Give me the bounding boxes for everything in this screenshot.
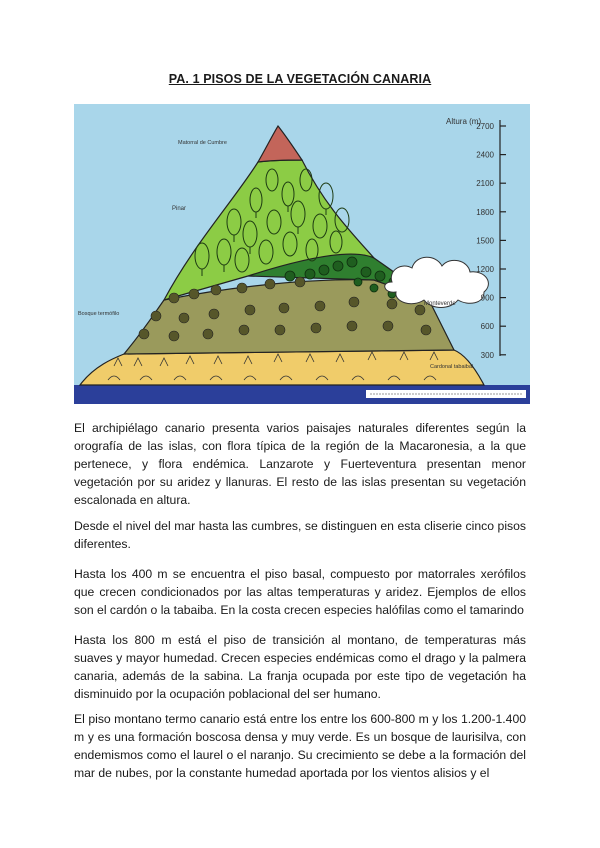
paragraph-pisos: Desde el nivel del mar hasta las cumbres, se distinguen en esta cliserie cinco pisos diferentes. bbox=[74, 519, 526, 551]
label-monteverde: Monteverde bbox=[424, 301, 456, 307]
altitude-tick-label: 2700 bbox=[476, 122, 494, 131]
label-bosque-termofilo: Bosque termófilo bbox=[78, 311, 120, 317]
paragraph-montano: El piso montano termo canario está entre los entre los 600-800 m y los 1.200-1.400 m y es una formación boscosa densa y muy verde. Es un bosque de laurisilva, con endemismos como el laurel o el naranjo. Su crecimiento se debe a la formación del mar de nubes, por la constante humedad aportada por los vientos alisios y el bbox=[74, 712, 526, 780]
paragraph-intro: El archipiélago canario presenta varios paisajes naturales diferentes según la orografía de las islas, con flora típica de la región de la Macaronesia, a la que pertenece, y flora endémica. Lanzarote y Fuerteventura presentan menor vegetación por su aridez y llanuras. El resto de las islas presentan su vegetación escalonada en altura. bbox=[74, 421, 526, 507]
paragraph-basal: Hasta los 400 m se encuentra el piso basal, compuesto por matorrales xerófilos que crecen condicionados por las altas temperaturas y aridez. Ejemplos de ellos son el cardón o la tabaiba. En la costa crecen especies halófilas como el tamarindo bbox=[74, 567, 526, 617]
label-matorral-cumbre: Matorral de Cumbre bbox=[178, 140, 227, 146]
paragraph-transicion: Hasta los 800 m está el piso de transición al montano, de temperaturas más suaves y mayor humedad. Crecen especies endémicas como el drago y la palmera canaria, además de la sabina. La franja ocupada por este tipo de vegetación ha disminuido por la ocupación poblacional del ser humano. bbox=[74, 633, 526, 701]
altitude-tick-label: 2400 bbox=[476, 150, 494, 160]
label-cardonal-tabaibal: Cardonal tabaibal bbox=[430, 364, 474, 370]
altitude-tick-label: 1800 bbox=[476, 207, 494, 217]
page-title: PA. 1 PISOS DE LA VEGETACIÓN CANARIA bbox=[168, 72, 432, 86]
altitude-tick-label: 600 bbox=[480, 322, 494, 332]
label-pinar: Pinar bbox=[172, 206, 187, 212]
altitude-tick-label: 1500 bbox=[476, 236, 494, 246]
altitude-tick-label: 2100 bbox=[476, 179, 494, 189]
altitude-axis-title: Altura (m) bbox=[446, 117, 482, 126]
altitude-tick-label: 1200 bbox=[476, 265, 494, 274]
vegetation-zones-diagram bbox=[74, 104, 530, 404]
altitude-tick-label: 900 bbox=[480, 293, 494, 303]
altitude-tick-label: 300 bbox=[480, 350, 494, 360]
